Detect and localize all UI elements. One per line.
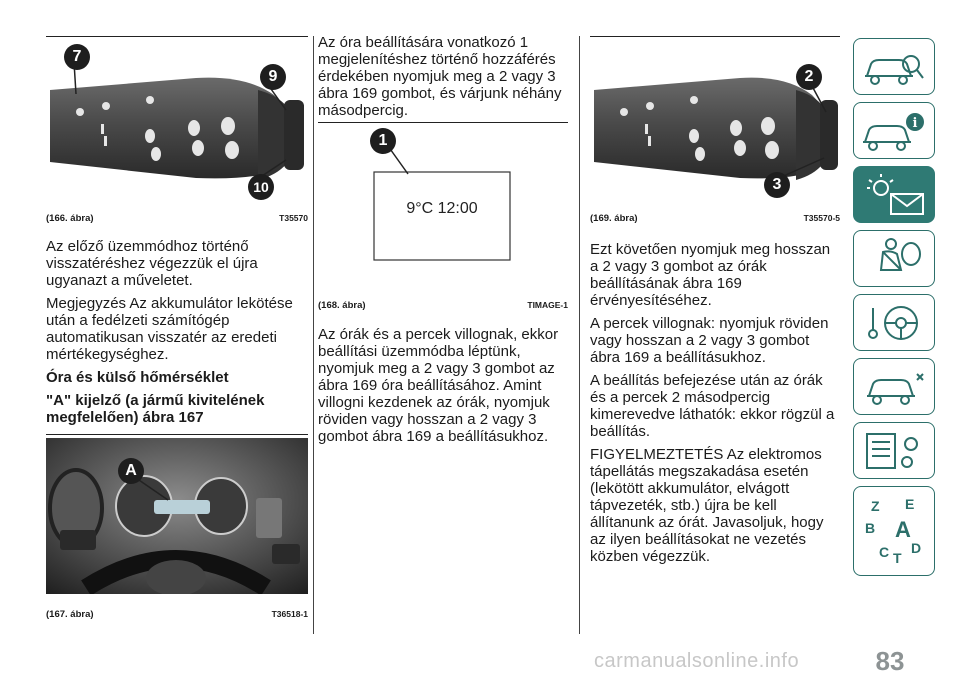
figure-code: T36518-1 xyxy=(271,609,308,619)
figure-code: T35570-5 xyxy=(803,213,840,223)
callout-7: 7 xyxy=(64,44,90,70)
index-letter: A xyxy=(895,517,911,542)
figure-167-caption xyxy=(46,609,308,620)
figure-167-dashboard xyxy=(46,438,308,594)
alphabetical-index-icon xyxy=(861,493,927,569)
index-letter: C xyxy=(879,544,890,560)
car-info-icon xyxy=(861,108,927,154)
callout-10: 10 xyxy=(248,174,274,200)
sidebar-tab-maintenance[interactable] xyxy=(853,422,935,479)
maintenance-settings-icon xyxy=(861,428,927,474)
stalk-illustration xyxy=(590,40,840,200)
figure-169-stalk xyxy=(590,40,840,200)
figure-caption: (168. ábra) xyxy=(318,300,366,311)
paragraph: A percek villognak: nyomjuk röviden vagy hosszan a 2 vagy 3 gombot ábra 169 a beállításukhoz. xyxy=(590,315,829,366)
figure-code: T35570 xyxy=(279,213,308,223)
sidebar-tab-warning-lights[interactable] xyxy=(853,166,935,223)
paragraph: Az előző üzemmódhoz történő visszatéréshez végezzük el újra ugyanazt a műveletet. xyxy=(46,238,258,289)
figure-168-caption xyxy=(318,300,568,311)
paragraph: Az órák és a percek villognak, ekkor beállítási üzemmódba léptünk, nyomjuk meg a 2 vagy 3 gombot az ábra 169 óra beállításához. Amint villogni kezdenek az órák, nyomjuk röviden vagy hosszan a 2 vagy 3 gombot ábra 169 a beállításukhoz. xyxy=(318,326,559,445)
sidebar-tab-safety[interactable] xyxy=(853,230,935,287)
figure-code: TIMAGE-1 xyxy=(527,300,568,310)
index-letter: T xyxy=(893,550,902,566)
sidebar-tab-index[interactable] xyxy=(853,486,935,576)
callout-2: 2 xyxy=(796,64,822,90)
car-breakdown-icon xyxy=(861,364,927,410)
section-heading: Óra és külső hőmérséklet xyxy=(46,369,229,386)
warning-light-message-icon xyxy=(861,172,927,218)
paragraph: Az óra beállítására vonatkozó 1 megjelenítéshez történő hozzáférés érdekében nyomjuk meg a 2 vagy 3 ábra 169 gombot, és várjunk néhány másodpercig. xyxy=(318,34,562,119)
figure-169-caption xyxy=(590,213,840,224)
column-divider xyxy=(579,36,580,634)
paragraph: Ezt követően nyomjuk meg hosszan a 2 vagy 3 gombot az órák beállításának ábra 169 érvényesítéséhez. xyxy=(590,241,831,309)
col2-body xyxy=(318,326,568,451)
figure-168-display xyxy=(318,126,568,286)
figure-166-caption xyxy=(46,213,308,224)
dashboard-illustration xyxy=(46,438,308,594)
figure-caption: (169. ábra) xyxy=(590,213,638,224)
page-number: 83 xyxy=(875,646,905,676)
key-steering-wheel-icon xyxy=(861,300,927,346)
index-letter: D xyxy=(911,540,922,556)
callout-9: 9 xyxy=(260,64,286,90)
col3-body xyxy=(590,241,840,571)
sidebar-tab-car-info[interactable] xyxy=(853,102,935,159)
index-letter: Z xyxy=(871,498,880,514)
figure-top-rule xyxy=(46,434,308,435)
sidebar-tab-starting-driving[interactable] xyxy=(853,294,935,351)
seatbelt-airbag-icon xyxy=(861,236,927,282)
col1-body xyxy=(46,238,308,432)
figure-caption: (167. ábra) xyxy=(46,609,94,620)
watermark: carmanualsonline.info xyxy=(594,650,800,672)
svg-text:i: i xyxy=(912,115,918,131)
clock-temperature-display: 9°C 12:00 xyxy=(406,200,478,217)
column-top-rule xyxy=(590,36,840,37)
figure-top-rule xyxy=(318,122,568,123)
callout-1: 1 xyxy=(370,128,396,154)
column-top-rule xyxy=(46,36,308,37)
callout-3: 3 xyxy=(764,172,790,198)
paragraph-warning: FIGYELMEZTETÉS Az elektromos tápellátás megszakadása esetén (lekötött akkumulátor, elvágott tápvezeték, stb.) újra be kell állítanunk az órát. Javasoljuk, hogy az ilyen beállításokat ne vezetés közben végezzük. xyxy=(590,446,824,565)
index-letter: B xyxy=(865,520,876,536)
sidebar-tab-car-search[interactable] xyxy=(853,38,935,95)
paragraph: A beállítás befejezése után az órák és a percek 2 másodpercig kimerevedve láthatók: ekkor rögzül a beállítás. xyxy=(590,372,835,440)
callout-a: A xyxy=(118,458,144,484)
figure-166-stalk xyxy=(46,40,308,200)
column-divider xyxy=(313,36,314,634)
col2-intro xyxy=(318,34,568,125)
index-letter: E xyxy=(905,496,915,512)
sidebar-tab-emergency[interactable] xyxy=(853,358,935,415)
subsection-heading: "A" kijelző (a jármű kivitelének megfelelően) ábra 167 xyxy=(46,392,265,426)
car-search-icon xyxy=(861,44,927,90)
figure-caption: (166. ábra) xyxy=(46,213,94,224)
paragraph-note: Megjegyzés Az akkumulátor lekötése után a fedélzeti számítógép automatikusan visszatér az eredeti mértékegységhez. xyxy=(46,295,293,363)
